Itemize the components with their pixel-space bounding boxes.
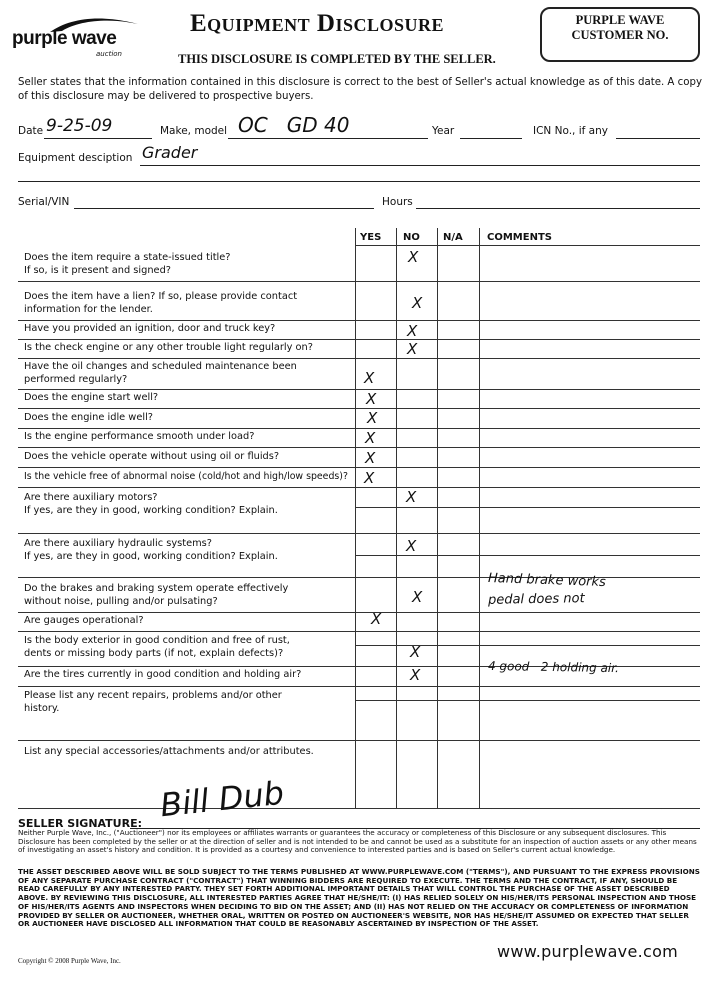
logo-text: purple wave xyxy=(12,28,117,49)
row-divider xyxy=(18,408,700,409)
website-link[interactable]: www.purplewave.com xyxy=(497,942,679,961)
serial-line[interactable] xyxy=(74,208,374,209)
row-divider xyxy=(355,555,700,556)
question-accessories: List any special accessories/attachments and/or attributes. xyxy=(24,746,314,757)
row-divider xyxy=(18,447,700,448)
logo-subtext: auction xyxy=(96,50,122,58)
document-title xyxy=(190,10,444,38)
header-comments: COMMENTS xyxy=(487,232,552,243)
disclaimer-paragraph: Neither Purple Wave, Inc., ("Auctioneer") nor its employees or affiliates warrants or guarantees the accuracy or completeness of this Disclosure or any subsequent disclosures. This Disclosure has been completed by the seller or at the direction of seller and is not intended to be and cannot be used as a substitute for an inspection of auction assets or any other means of investigating an asset's history and condition. It is provided as a courtesy and convenience to interested parties and is based on Seller's current actual knowledge. xyxy=(18,828,697,855)
row-divider xyxy=(18,281,700,282)
row-divider xyxy=(18,487,700,488)
row-12-comment-2[interactable]: pedal does not xyxy=(487,591,585,608)
row-15-mark[interactable]: X xyxy=(410,666,421,684)
row-divider xyxy=(355,645,700,646)
row-9-mark[interactable]: X xyxy=(364,469,375,487)
row-7-mark[interactable]: X xyxy=(365,429,376,447)
row-divider xyxy=(18,533,700,534)
question-13: Are gauges operational? xyxy=(24,615,144,626)
seller-signature-label: SELLER SIGNATURE: xyxy=(18,817,142,830)
customer-number-box xyxy=(540,7,700,62)
icn-label: ICN No., if any xyxy=(533,125,608,137)
seller-signature[interactable]: Bill Dub xyxy=(158,773,286,825)
row-13-mark[interactable]: X xyxy=(371,610,382,628)
question-15: Are the tires currently in good condition and holding air? xyxy=(24,669,302,680)
row-10-mark[interactable]: X xyxy=(406,488,417,506)
customer-box-line1: PURPLE WAVE xyxy=(575,13,665,27)
col-divider xyxy=(396,228,397,808)
question-1: Does the item have a lien? If so, please provide contact information for the lender. xyxy=(24,291,298,315)
equipment-description-value[interactable]: Grader xyxy=(142,143,198,162)
row-11-mark[interactable]: X xyxy=(406,537,417,555)
year-line[interactable] xyxy=(460,138,522,139)
question-5: Does the engine start well? xyxy=(24,392,159,403)
equipment-description-label: Equipment desciption xyxy=(18,152,133,164)
question-6: Does the engine idle well? xyxy=(24,412,153,423)
row-divider xyxy=(18,320,700,321)
header-underline xyxy=(355,245,700,246)
row-divider xyxy=(18,686,700,687)
make-model-label: Make, model xyxy=(160,125,228,137)
question-8: Does the vehicle operate without using oil or fluids? xyxy=(24,451,280,462)
terms-paragraph: THE ASSET DESCRIBED ABOVE WILL BE SOLD SUBJECT TO THE TERMS PUBLISHED AT WWW.PURPLEWAVE.COM ("TERMS"), AND PURSUANT TO THE EXPRESS PROVISIONS OF ANY SEPARATE PURCHASE CONTRACT ("CONTRACT") THAT WINNING BIDDERS ARE REQUIRED TO EXECUTE. THE TERMS AND THE CONTRACT, IF ANY, SHOULD BE READ CAREFULLY BY ANY INTERESTED PARTY. THEY SET FORTH ADDITIONAL IMPORTANT DETAILS THAT WILL CONTROL THE PURCHASE OF THE ASSET DESCRIBED ABOVE. BY REVIEWING THIS DISCLOSURE, ALL INTERESTED PARTIES AGREE THAT HE/SHE/IT: (I) HAS RELIED SOLELY ON HIS/HER/ITS PERSONAL INSPECTION AND THOSE OF HIS/HER/ITS AGENTS AND INSPECTORS WHEN DECIDING TO BID ON THE ASSET; AND (II) HAS NOT RELIED ON THE ACCURACY OR COMPLETENESS OF INFORMATION PROVIDED BY SELLER OR AUCTIONEER, WHETHER ORAL, WRITTEN OR POSTED ON AUCTIONEER'S WEBSITE, NOR HAS HE/SHE/IT ASSUMED OR EXPECTED THAT SELLER OR AUCTIONEER HAVE DISCLOSED ALL INFORMATION THAT COULD BE REASONABLY ASCERTAINED BY INSPECTION OF THE ASSET. xyxy=(18,867,700,929)
question-10: Are there auxiliary motors? If yes, are they in good, working condition? Explain. xyxy=(24,492,278,516)
question-3: Is the check engine or any other trouble light regularly on? xyxy=(24,342,313,353)
equipment-description-line-2[interactable] xyxy=(18,181,700,182)
question-4: Have the oil changes and scheduled maintenance been performed regularly? xyxy=(24,361,297,385)
equipment-description-line xyxy=(140,165,700,166)
hours-label: Hours xyxy=(382,196,413,208)
row-5-mark[interactable]: X xyxy=(366,390,377,408)
year-label: Year xyxy=(432,125,455,137)
col-divider xyxy=(479,228,480,808)
header-na: N/A xyxy=(443,232,463,243)
row-divider xyxy=(18,467,700,468)
table-bottom xyxy=(18,808,700,809)
question-7: Is the engine performance smooth under load? xyxy=(24,431,255,442)
question-16: Please list any recent repairs, problems and/or other history. xyxy=(24,690,282,714)
question-11: Are there auxiliary hydraulic systems? If yes, are they in good, working condition? Explain. xyxy=(24,538,278,562)
row-divider xyxy=(18,358,700,359)
row-14-mark[interactable]: X xyxy=(410,643,421,661)
date-label: Date xyxy=(18,125,44,137)
row-divider xyxy=(18,740,700,741)
date-value[interactable]: 9-25-09 xyxy=(46,116,113,136)
question-9: Is the vehicle free of abnormal noise (cold/hot and high/low speeds)? xyxy=(24,471,348,482)
icn-line[interactable] xyxy=(616,138,700,139)
serial-label: Serial/VIN xyxy=(18,196,70,208)
row-divider xyxy=(18,389,700,390)
row-8-mark[interactable]: X xyxy=(365,449,376,467)
document-subtitle: THIS DISCLOSURE IS COMPLETED BY THE SELLER. xyxy=(178,52,496,66)
hours-line[interactable] xyxy=(416,208,700,209)
purple-wave-logo xyxy=(10,14,150,60)
header-no: NO xyxy=(403,232,420,243)
row-12-comment-1[interactable]: Hand brake works xyxy=(487,570,607,591)
customer-box-line2: CUSTOMER NO. xyxy=(571,28,669,42)
question-0: Does the item require a state-issued title? If so, is it present and signed? xyxy=(24,252,231,276)
col-divider xyxy=(355,228,356,808)
title-text: Equipment Disclosure xyxy=(190,10,445,37)
row-divider xyxy=(18,631,700,632)
row-divider xyxy=(355,700,700,701)
question-14: Is the body exterior in good condition and free of rust, dents or missing body parts (if not, explain defects)? xyxy=(24,635,290,659)
row-15-comment[interactable]: 4 good 2 holding air. xyxy=(487,658,619,676)
row-12-mark[interactable]: X xyxy=(412,588,423,606)
row-divider xyxy=(18,612,700,613)
question-2: Have you provided an ignition, door and truck key? xyxy=(24,323,276,334)
header-yes: YES xyxy=(360,232,382,243)
row-6-mark[interactable]: X xyxy=(367,409,378,427)
row-4-mark[interactable]: X xyxy=(364,369,375,387)
copyright: Copyright © 2008 Purple Wave, Inc. xyxy=(18,957,121,965)
intro-statement: Seller states that the information contained in this disclosure is correct to the best of Seller's actual knowledge as of this date. A copy of this disclosure may be delivered to prospective buyers. xyxy=(18,77,702,102)
row-0-mark[interactable]: X xyxy=(408,248,419,266)
date-line xyxy=(44,138,152,139)
row-divider xyxy=(18,339,700,340)
row-divider xyxy=(18,428,700,429)
row-3-mark[interactable]: X xyxy=(407,340,418,358)
row-divider xyxy=(355,507,700,508)
make-model-line xyxy=(228,138,428,139)
make-model-value[interactable]: OC GD 40 xyxy=(238,113,350,137)
row-2-mark[interactable]: X xyxy=(407,322,418,340)
question-12: Do the brakes and braking system operate effectively without noise, pulling and/or pulsating? xyxy=(24,583,289,607)
col-divider xyxy=(437,228,438,808)
row-1-mark[interactable]: X xyxy=(412,294,423,312)
